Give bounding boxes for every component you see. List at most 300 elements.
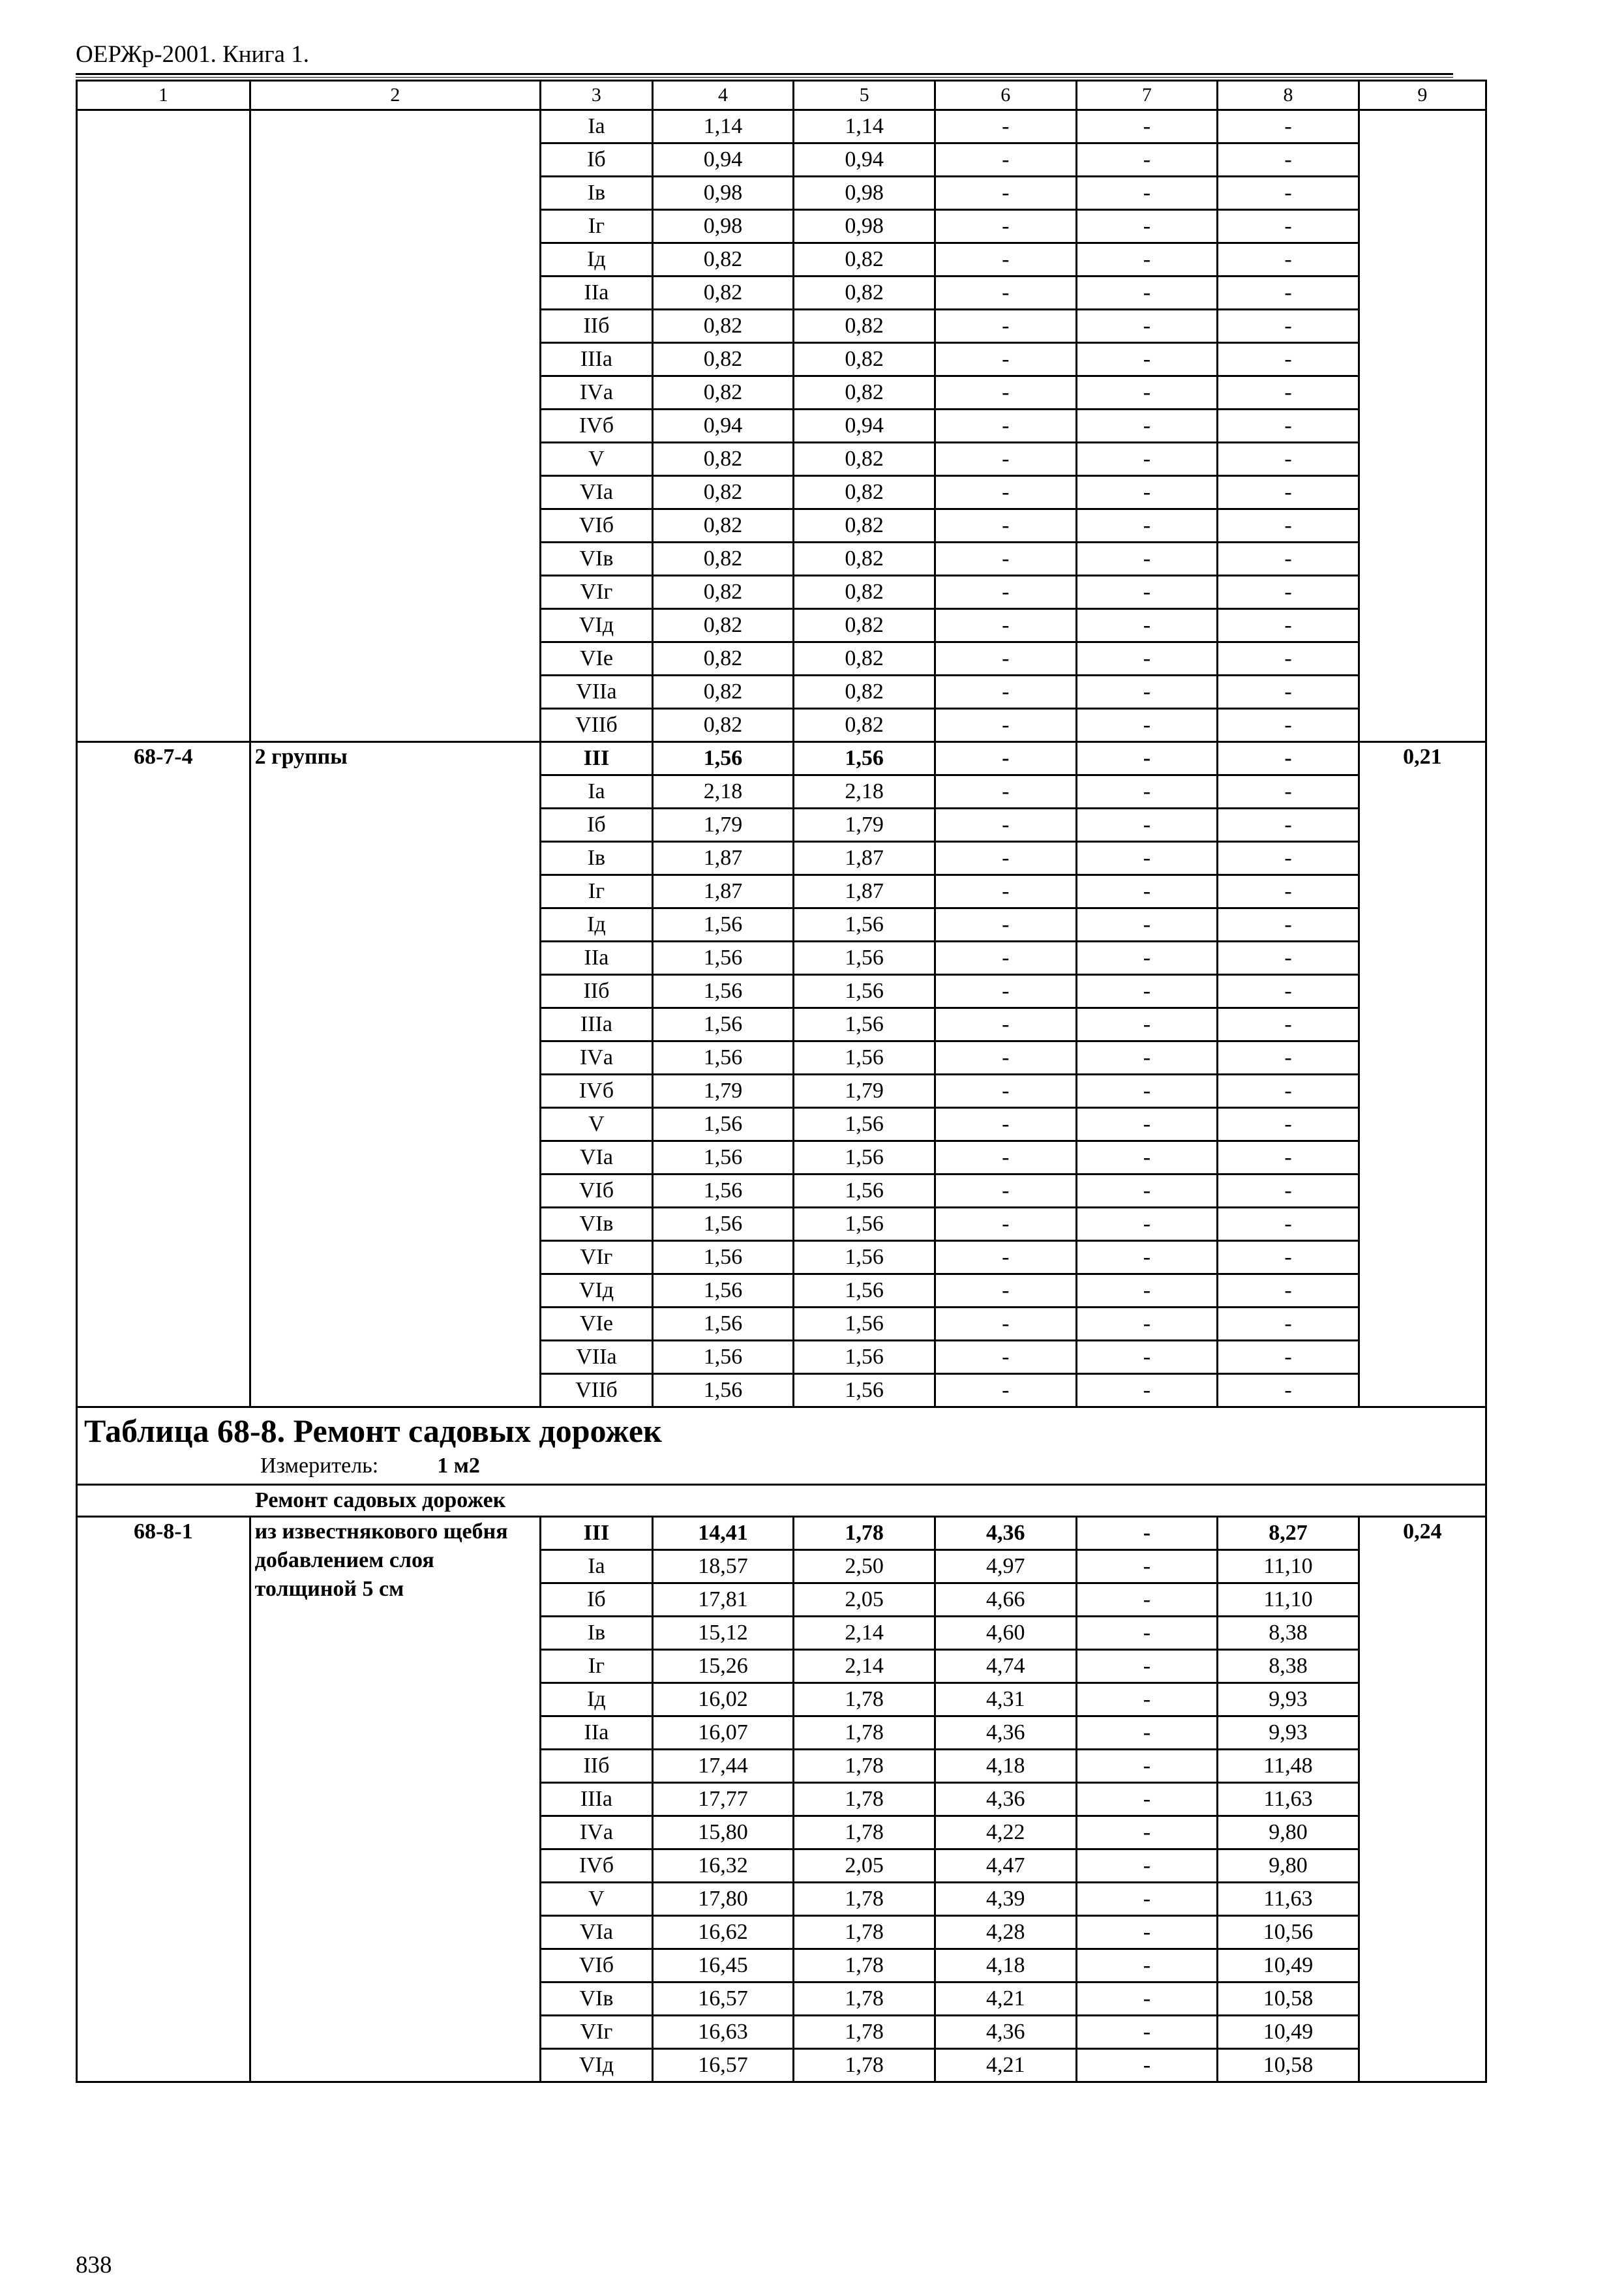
cost-value: - [935, 1374, 1076, 1407]
cost-value: - [935, 1308, 1076, 1341]
cost-value: - [1218, 576, 1359, 609]
cost-value: - [935, 942, 1076, 975]
cost-value: - [1076, 1716, 1218, 1750]
region-zone: Iа [541, 110, 653, 143]
cost-value: - [1076, 1883, 1218, 1916]
cost-value: - [1076, 509, 1218, 543]
cost-value: 0,82 [794, 609, 935, 642]
cost-value: - [935, 1341, 1076, 1374]
cost-value: - [1076, 543, 1218, 576]
cost-value: 0,82 [794, 310, 935, 343]
cost-value: - [1076, 1108, 1218, 1141]
region-zone: Iб [541, 809, 653, 842]
rates-table [76, 80, 1487, 2083]
cost-value: - [1076, 1174, 1218, 1208]
region-zone: Iг [541, 210, 653, 243]
region-zone: IIа [541, 942, 653, 975]
cost-value: 0,82 [652, 709, 794, 742]
cost-value: - [1218, 1141, 1359, 1174]
cost-value: 0,82 [794, 709, 935, 742]
cost-value: 11,63 [1218, 1783, 1359, 1816]
cost-value: 15,26 [652, 1650, 794, 1683]
cost-value: 0,82 [652, 543, 794, 576]
region-zone: IIа [541, 277, 653, 310]
column-number: 1 [77, 81, 250, 110]
cost-value: 9,93 [1218, 1716, 1359, 1750]
cost-value: 4,28 [935, 1916, 1076, 1949]
cost-value: - [1218, 875, 1359, 908]
cost-value: - [1218, 809, 1359, 842]
cost-value: 1,56 [652, 975, 794, 1008]
cost-value: - [935, 210, 1076, 243]
cost-value: 1,56 [794, 1174, 935, 1208]
cost-value: 1,56 [652, 1341, 794, 1374]
cost-value: - [1218, 709, 1359, 742]
rate-code [77, 110, 250, 742]
cost-value: 1,78 [794, 1816, 935, 1849]
cost-value: 1,56 [794, 975, 935, 1008]
cost-value: 2,18 [652, 775, 794, 809]
page-header-title: ОЕРЖр-2001. Книга 1. [76, 41, 309, 68]
cost-value: 4,60 [935, 1617, 1076, 1650]
cost-value: 1,56 [794, 908, 935, 942]
cost-value: 1,56 [794, 1041, 935, 1075]
cost-value: - [1218, 476, 1359, 509]
cost-value: - [1076, 177, 1218, 210]
cost-value: - [935, 1075, 1076, 1108]
cost-value: 16,02 [652, 1683, 794, 1716]
region-zone: VIа [541, 1916, 653, 1949]
region-zone: IIIа [541, 1783, 653, 1816]
cost-value: - [1076, 642, 1218, 676]
cost-value: 2,18 [794, 775, 935, 809]
cost-value: 1,56 [652, 942, 794, 975]
cost-value: - [1076, 1783, 1218, 1816]
cost-value: 0,82 [652, 642, 794, 676]
cost-value: - [1218, 1041, 1359, 1075]
cost-value: 1,87 [794, 875, 935, 908]
cost-value: 11,10 [1218, 1583, 1359, 1617]
cost-value: 17,77 [652, 1783, 794, 1816]
cost-value: - [1218, 143, 1359, 177]
cost-value: - [1076, 1208, 1218, 1241]
cost-value: 4,66 [935, 1583, 1076, 1617]
cost-value: 2,05 [794, 1849, 935, 1883]
cost-value: 1,56 [652, 1108, 794, 1141]
labor-value: 0,24 [1359, 1517, 1486, 2082]
cost-value: 10,49 [1218, 1949, 1359, 1982]
cost-value: 1,79 [794, 809, 935, 842]
cost-value: 8,38 [1218, 1617, 1359, 1650]
header-rule-thin [76, 77, 1453, 78]
region-zone: VIб [541, 509, 653, 543]
cost-value: - [1218, 277, 1359, 310]
cost-value: 2,50 [794, 1550, 935, 1583]
cost-value: - [1076, 576, 1218, 609]
cost-value: 4,36 [935, 1783, 1076, 1816]
cost-value: 1,78 [794, 1883, 935, 1916]
region-zone: IVб [541, 1849, 653, 1883]
region-zone: VIIб [541, 1374, 653, 1407]
cost-value: 0,82 [652, 609, 794, 642]
cost-value: 16,63 [652, 2016, 794, 2049]
region-zone: IVа [541, 376, 653, 410]
cost-value: 1,56 [794, 1108, 935, 1141]
cost-value: - [935, 410, 1076, 443]
cost-value: 0,94 [794, 143, 935, 177]
measure-line [260, 1454, 1485, 1478]
cost-value: 1,56 [794, 1141, 935, 1174]
region-zone: III [541, 1517, 653, 1550]
region-zone: VIIб [541, 709, 653, 742]
section-heading: Ремонт садовых дорожек [77, 1485, 1486, 1517]
work-description: 2 группы [250, 742, 540, 1407]
cost-value: - [1218, 210, 1359, 243]
cost-value: 17,80 [652, 1883, 794, 1916]
cost-value: - [1076, 942, 1218, 975]
region-zone: V [541, 1108, 653, 1141]
cost-value: 0,82 [652, 676, 794, 709]
cost-value: 1,78 [794, 1517, 935, 1550]
cost-value: - [1076, 277, 1218, 310]
cost-value: 1,14 [652, 110, 794, 143]
cost-value: - [1218, 942, 1359, 975]
measure-value: 1 м2 [437, 1454, 480, 1478]
cost-value: - [1218, 243, 1359, 277]
cost-value: 11,48 [1218, 1750, 1359, 1783]
cost-value: - [935, 1174, 1076, 1208]
region-zone: VIб [541, 1174, 653, 1208]
cost-value: 4,47 [935, 1849, 1076, 1883]
region-zone: Iб [541, 143, 653, 177]
region-zone: Iа [541, 775, 653, 809]
cost-value: 4,74 [935, 1650, 1076, 1683]
cost-value: 1,78 [794, 1916, 935, 1949]
cost-value: 1,56 [794, 1374, 935, 1407]
region-zone: VIв [541, 543, 653, 576]
cost-value: 1,79 [652, 809, 794, 842]
cost-value: - [1218, 1308, 1359, 1341]
cost-value: 4,31 [935, 1683, 1076, 1716]
cost-value: 16,57 [652, 2049, 794, 2082]
cost-value: - [935, 809, 1076, 842]
cost-value: 11,10 [1218, 1550, 1359, 1583]
cost-value: - [935, 875, 1076, 908]
cost-value: - [1076, 1274, 1218, 1308]
region-zone: IVа [541, 1041, 653, 1075]
region-zone: Iв [541, 177, 653, 210]
cost-value: - [1076, 809, 1218, 842]
cost-value: - [1218, 1241, 1359, 1274]
cost-value: 0,82 [794, 676, 935, 709]
region-zone: VIг [541, 2016, 653, 2049]
cost-value: - [935, 1241, 1076, 1274]
region-zone: Iг [541, 1650, 653, 1683]
cost-value: 1,78 [794, 1982, 935, 2016]
cost-value: 0,82 [652, 343, 794, 376]
cost-value: 2,14 [794, 1617, 935, 1650]
region-zone: Iб [541, 1583, 653, 1617]
cost-value: 0,98 [794, 210, 935, 243]
cost-value: - [1218, 543, 1359, 576]
cost-value: - [935, 443, 1076, 476]
region-zone: V [541, 443, 653, 476]
cost-value: - [1076, 1583, 1218, 1617]
cost-value: - [1076, 1075, 1218, 1108]
cost-value: - [1218, 1174, 1359, 1208]
region-zone: IIб [541, 975, 653, 1008]
labor-value: 0,21 [1359, 742, 1486, 1407]
cost-value: 0,82 [794, 243, 935, 277]
region-zone: Iг [541, 875, 653, 908]
cost-value: - [935, 110, 1076, 143]
cost-value: 16,45 [652, 1949, 794, 1982]
cost-value: - [1218, 509, 1359, 543]
cost-value: - [1218, 1208, 1359, 1241]
cost-value: 0,82 [794, 509, 935, 543]
cost-value: - [1218, 410, 1359, 443]
cost-value: 1,78 [794, 2016, 935, 2049]
cost-value: - [1218, 1008, 1359, 1041]
cost-value: - [1076, 1008, 1218, 1041]
region-zone: VIг [541, 1241, 653, 1274]
cost-value: 1,56 [652, 1174, 794, 1208]
cost-value: - [1218, 177, 1359, 210]
cost-value: - [1076, 1916, 1218, 1949]
cost-value: 16,32 [652, 1849, 794, 1883]
cost-value: 8,27 [1218, 1517, 1359, 1550]
cost-value: - [935, 642, 1076, 676]
cost-value: - [935, 310, 1076, 343]
cost-value: 0,82 [652, 576, 794, 609]
cost-value: - [1076, 1241, 1218, 1274]
cost-value: - [935, 343, 1076, 376]
cost-value: - [1076, 2049, 1218, 2082]
cost-value: - [1076, 1683, 1218, 1716]
cost-value: - [935, 975, 1076, 1008]
cost-value: 9,80 [1218, 1816, 1359, 1849]
cost-value: 1,56 [652, 1308, 794, 1341]
cost-value: 0,98 [794, 177, 935, 210]
region-zone: VIа [541, 476, 653, 509]
cost-value: 1,56 [794, 1208, 935, 1241]
page-number: 838 [76, 2252, 112, 2279]
cost-value: 1,56 [652, 1241, 794, 1274]
region-zone: Iд [541, 243, 653, 277]
cost-value: 4,36 [935, 2016, 1076, 2049]
cost-value: 0,82 [794, 642, 935, 676]
cost-value: 4,18 [935, 1949, 1076, 1982]
cost-value: 1,56 [794, 1341, 935, 1374]
cost-value: - [1218, 975, 1359, 1008]
cost-value: - [1218, 642, 1359, 676]
region-zone: V [541, 1883, 653, 1916]
cost-value: 1,56 [652, 1274, 794, 1308]
cost-value: - [1076, 975, 1218, 1008]
cost-value: 16,07 [652, 1716, 794, 1750]
cost-value: 0,82 [794, 343, 935, 376]
cost-value: 1,56 [652, 908, 794, 942]
cost-value: - [1218, 842, 1359, 875]
cost-value: 10,56 [1218, 1916, 1359, 1949]
cost-value: 1,78 [794, 2049, 935, 2082]
cost-value: 4,36 [935, 1716, 1076, 1750]
cost-value: 0,82 [794, 543, 935, 576]
rate-code: 68-8-1 [77, 1517, 250, 2082]
cost-value: 9,93 [1218, 1683, 1359, 1716]
labor-value [1359, 110, 1486, 742]
cost-value: - [1076, 376, 1218, 410]
cost-value: 1,87 [652, 842, 794, 875]
cost-value: - [935, 1141, 1076, 1174]
measure-label: Измеритель: [260, 1454, 379, 1478]
cost-value: 4,18 [935, 1750, 1076, 1783]
cost-value: - [1076, 443, 1218, 476]
cost-value: 0,98 [652, 210, 794, 243]
cost-value: 15,80 [652, 1816, 794, 1849]
cost-value: - [1218, 1374, 1359, 1407]
cost-value: - [935, 243, 1076, 277]
cost-value: 1,56 [652, 1208, 794, 1241]
cost-value: - [1076, 1816, 1218, 1849]
rate-code: 68-7-4 [77, 742, 250, 1407]
cost-value: 4,39 [935, 1883, 1076, 1916]
cost-value: 0,94 [652, 143, 794, 177]
region-zone: IIб [541, 1750, 653, 1783]
cost-value: - [1218, 310, 1359, 343]
cost-value: - [935, 1041, 1076, 1075]
region-zone: VIд [541, 609, 653, 642]
cost-value: 1,56 [794, 1241, 935, 1274]
cost-value: - [1076, 1041, 1218, 1075]
cost-value: 1,14 [794, 110, 935, 143]
cost-value: - [1076, 1949, 1218, 1982]
cost-value: - [1218, 1075, 1359, 1108]
table-row [77, 110, 1486, 143]
cost-value: 0,82 [652, 243, 794, 277]
region-zone: VIд [541, 2049, 653, 2082]
cost-value: - [1218, 775, 1359, 809]
cost-value: 0,82 [652, 443, 794, 476]
region-zone: Iа [541, 1550, 653, 1583]
cost-value: 1,79 [794, 1075, 935, 1108]
region-zone: IVб [541, 410, 653, 443]
cost-value: - [1076, 842, 1218, 875]
cost-value: - [1076, 210, 1218, 243]
region-zone: VIIа [541, 1341, 653, 1374]
cost-value: - [935, 908, 1076, 942]
cost-value: 0,82 [652, 376, 794, 410]
cost-value: - [1076, 1617, 1218, 1650]
cost-value: 2,05 [794, 1583, 935, 1617]
region-zone: VIIа [541, 676, 653, 709]
cost-value: 1,56 [794, 1008, 935, 1041]
table-title-row [77, 1407, 1486, 1485]
cost-value: 1,87 [652, 875, 794, 908]
cost-value: - [935, 842, 1076, 875]
cost-value: - [1076, 1750, 1218, 1783]
cost-value: 1,78 [794, 1949, 935, 1982]
cost-value: 0,82 [652, 476, 794, 509]
cost-value: - [1076, 908, 1218, 942]
cost-value: 0,82 [794, 277, 935, 310]
cost-value: 4,36 [935, 1517, 1076, 1550]
cost-value: 1,56 [652, 1008, 794, 1041]
cost-value: - [1076, 1517, 1218, 1550]
cost-value: - [935, 742, 1076, 775]
cost-value: - [1218, 1274, 1359, 1308]
cost-value: 18,57 [652, 1550, 794, 1583]
cost-value: 9,80 [1218, 1849, 1359, 1883]
region-zone: VIв [541, 1208, 653, 1241]
cost-value: - [1218, 676, 1359, 709]
column-number: 6 [935, 81, 1076, 110]
cost-value: - [1076, 1650, 1218, 1683]
cost-value: - [1076, 676, 1218, 709]
cost-value: 1,56 [652, 1374, 794, 1407]
cost-value: - [935, 143, 1076, 177]
cost-value: - [1076, 476, 1218, 509]
cost-value: 11,63 [1218, 1883, 1359, 1916]
cost-value: 1,56 [652, 742, 794, 775]
column-number: 8 [1218, 81, 1359, 110]
cost-value: - [1076, 343, 1218, 376]
table-title-cell [77, 1407, 1486, 1485]
cost-value: - [1076, 1982, 1218, 2016]
work-description: из известнякового щебня добавлением слоя толщиной 5 см [250, 1517, 540, 2082]
cost-value: 1,56 [794, 742, 935, 775]
region-zone: Iв [541, 1617, 653, 1650]
table-row [77, 742, 1486, 775]
cost-value: 1,87 [794, 842, 935, 875]
cost-value: - [935, 177, 1076, 210]
cost-value: - [1076, 2016, 1218, 2049]
cost-value: 1,78 [794, 1716, 935, 1750]
cost-value: - [1076, 1141, 1218, 1174]
cost-value: - [1218, 609, 1359, 642]
region-zone: Iв [541, 842, 653, 875]
region-zone: VIа [541, 1141, 653, 1174]
column-number: 2 [250, 81, 540, 110]
cost-value: 0,94 [652, 410, 794, 443]
work-description [250, 110, 540, 742]
cost-value: - [935, 576, 1076, 609]
cost-value: - [1076, 243, 1218, 277]
cost-value: - [935, 543, 1076, 576]
column-number: 7 [1076, 81, 1218, 110]
region-zone: VIв [541, 1982, 653, 2016]
cost-value: 0,82 [794, 443, 935, 476]
cost-value: - [1076, 709, 1218, 742]
cost-value: 1,79 [652, 1075, 794, 1108]
cost-value: 1,78 [794, 1783, 935, 1816]
cost-value: 1,56 [652, 1041, 794, 1075]
cost-value: - [935, 376, 1076, 410]
region-zone: IVа [541, 1816, 653, 1849]
region-zone: III [541, 742, 653, 775]
cost-value: - [1218, 443, 1359, 476]
cost-value: - [935, 676, 1076, 709]
cost-value: - [1076, 1341, 1218, 1374]
cost-value: - [1218, 110, 1359, 143]
cost-value: - [1076, 609, 1218, 642]
region-zone: IVб [541, 1075, 653, 1108]
cost-value: 4,22 [935, 1816, 1076, 1849]
cost-value: - [1218, 376, 1359, 410]
region-zone: IIа [541, 1716, 653, 1750]
region-zone: VIе [541, 642, 653, 676]
column-number: 3 [541, 81, 653, 110]
